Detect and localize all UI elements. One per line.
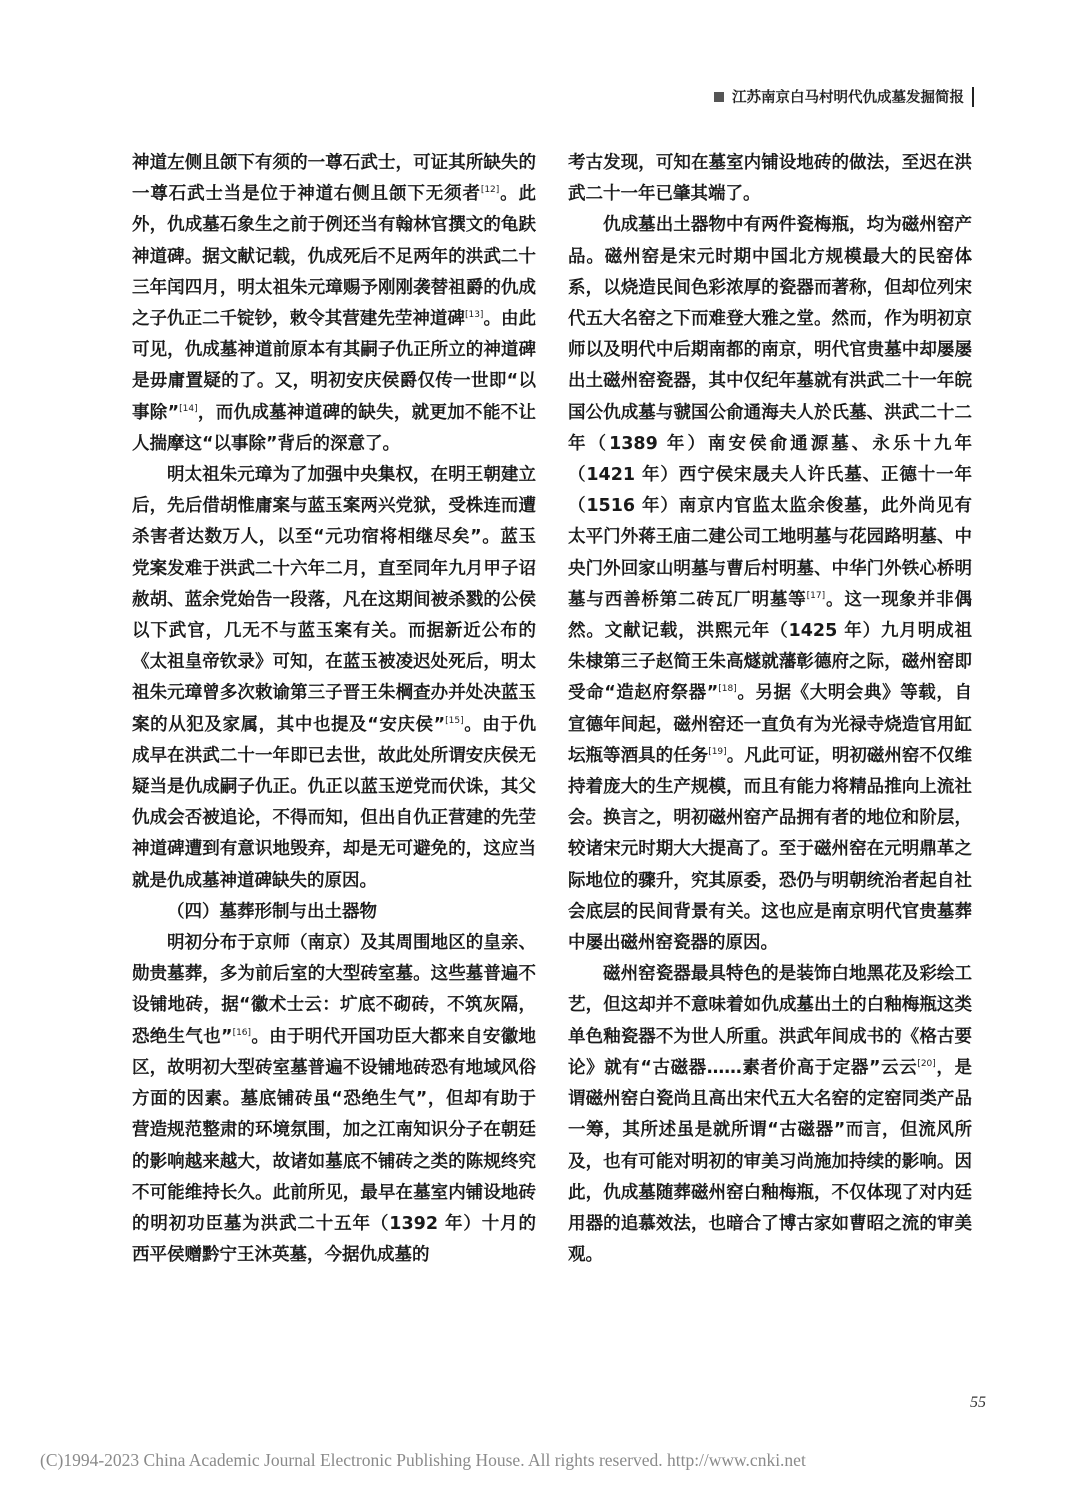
footnote-ref: [16] [232, 1027, 252, 1038]
footnote-ref: [17] [806, 591, 826, 602]
right-column [568, 148, 972, 1271]
section-heading: （四）墓葬形制与出土器物 [167, 901, 377, 922]
left-column [132, 148, 536, 1271]
left-paragraph-1: 神道左侧且颌下有须的一尊石武士，可证其所缺失的一尊石武士当是位于神道右侧且颌下无须者[12]。此外，仇成墓石象生之前于例还当有翰林官撰文的龟趺神道碑。据文献记载，仇成死后不足两年的洪武二十三年闰四月，明太祖朱元璋赐予刚刚袭替祖爵的仇成之子仇正二千锭钞，敕令其营建先茔神道碑[13]。由此可见，仇成墓神道前原本有其嗣子仇正所立的神道碑是毋庸置疑的了。又，明初安庆侯爵仅传一世即“以事除”[14]，而仇成墓神道碑的缺失，就更加不能不让人揣摩这“以事除”背后的深意了。 [132, 153, 537, 454]
footnote-ref: [12] [480, 185, 500, 196]
copyright-footer: (C)1994-2023 China Academic Journal Electronic Publishing House. All rights reserved. http://www.cnki.net [40, 1450, 806, 1470]
right-paragraph-2: 仇成墓出土器物中有两件瓷梅瓶，均为磁州窑产品。磁州窑是宋元时期中国北方规模最大的民窑体系，以烧造民间色彩浓厚的瓷器而著称，但却位列宋代五大名窑之下而难登大雅之堂。然而，作为明初京师以及明代中后期南都的南京，明代官贵墓中却屡屡出土磁州窑瓷器，其中仅纪年墓就有洪武二十一年皖国公仇成墓与虢国公俞通海夫人於氏墓、洪武二十二年（1389 年）南安侯俞通源墓、永乐十九年（1421 年）西宁侯宋晟夫人许氏墓、正德十一年（1516 年）南京内官监太监余俊墓，此外尚见有太平门外蒋王庙二建公司工地明墓与花园路明墓、中央门外回家山明墓与曹后村明墓、中华门外铁心桥明墓与西善桥第二砖瓦厂明墓等[17]。这一现象并非偶然。文献记载，洪熙元年（1425 年）九月明成祖朱棣第三子赵简王朱高燧就藩彰德府之际，磁州窑即受命“造赵府祭器”[18]。另据《大明会典》等载，自宣德年间起，磁州窑还一直负有为光禄寺烧造官用缸坛瓶等酒具的任务[19]。凡此可证，明初磁州窑不仅维持着庞大的生产规模，而且有能力将精品推向上流社会。换言之，明初磁州窑产品拥有者的地位和阶层，较诸宋元时期大大提高了。至于磁州窑在元明鼎革之际地位的骤升，究其原委，恐仍与明朝统治者起自社会底层的民间背景有关。这也应是南京明代官贵墓葬中屡出磁州窑瓷器的原因。 [568, 215, 973, 954]
right-paragraph-1: 考古发现，可知在墓室内铺设地砖的做法，至迟在洪武二十一年已肇其端了。 [568, 153, 972, 205]
footnote-ref: [19] [708, 747, 727, 758]
right-paragraph-3: 磁州窑瓷器最具特色的是装饰白地黑花及彩绘工艺，但这却并不意味着如仇成墓出土的白釉梅瓶这类单色釉瓷器不为世人所重。洪武年间成书的《格古要论》就有“古磁器……素者价高于定器”云云[20]，是谓磁州窑白瓷尚且高出宋代五大名窑的定窑同类产品一筹，其所述虽是就所谓“古磁器”而言，但流风所及，也有可能对明初的审美习尚施加持续的影响。因此，仇成墓随葬磁州窑白釉梅瓶，不仅体现了对内廷用器的追慕效法，也暗合了博古家如曹昭之流的审美观。 [568, 964, 972, 1266]
page-number: 55 [970, 1394, 986, 1411]
footnote-ref: [18] [718, 684, 737, 695]
footnote-ref: [13] [464, 310, 484, 321]
footnote-ref: [20] [917, 1059, 936, 1070]
running-header [714, 86, 974, 107]
header-title: 江苏南京白马村明代仇成墓发掘简报 [732, 90, 964, 106]
header-square-marker [714, 92, 724, 102]
footnote-ref: [15] [445, 715, 464, 726]
header-vertical-rule [972, 87, 974, 107]
left-paragraph-3: 明初分布于京师（南京）及其周围地区的皇亲、勋贵墓葬，多为前后室的大型砖室墓。这些墓普遍不设铺地砖，据“徽术士云：圹底不砌砖，不筑灰隔，恐绝生气也”[16]。由于明代开国功臣大都来自安徽地区，故明初大型砖室墓普遍不设铺地砖恐有地域风俗方面的因素。墓底铺砖虽“恐绝生气”，但却有助于营造规范整肃的环境氛围，加之江南知识分子在朝廷的影响越来越大，故诸如墓底不铺砖之类的陈规终究不可能维持长久。此前所见，最早在墓室内铺设地砖的明初功臣墓为洪武二十五年（1392 年）十月的西平侯赠黔宁王沐英墓，今据仇成墓的 [132, 933, 536, 1266]
left-paragraph-2: 明太祖朱元璋为了加强中央集权，在明王朝建立后，先后借胡惟庸案与蓝玉案两兴党狱，受株连而遭杀害者达数万人，以至“元功宿将相继尽矣”。蓝玉党案发难于洪武二十六年二月，直至同年九月甲子诏赦胡、蓝余党始告一段落，凡在这期间被杀戮的公侯以下武官，几无不与蓝玉案有关。而据新近公布的《太祖皇帝钦录》可知，在蓝玉被凌迟处死后，明太祖朱元璋曾多次敕谕第三子晋王朱棡查办并处决蓝玉案的从犯及家属，其中也提及“安庆侯”[15]。由于仇成早在洪武二十一年即已去世，故此处所谓安庆侯无疑当是仇成嗣子仇正。仇正以蓝玉逆党而伏诛，其父仇成会否被追论，不得而知，但出自仇正营建的先茔神道碑遭到有意识地毁弃，却是无可避免的，这应当就是仇成墓神道碑缺失的原因。 [132, 465, 536, 891]
footnote-ref: [14] [179, 403, 198, 414]
